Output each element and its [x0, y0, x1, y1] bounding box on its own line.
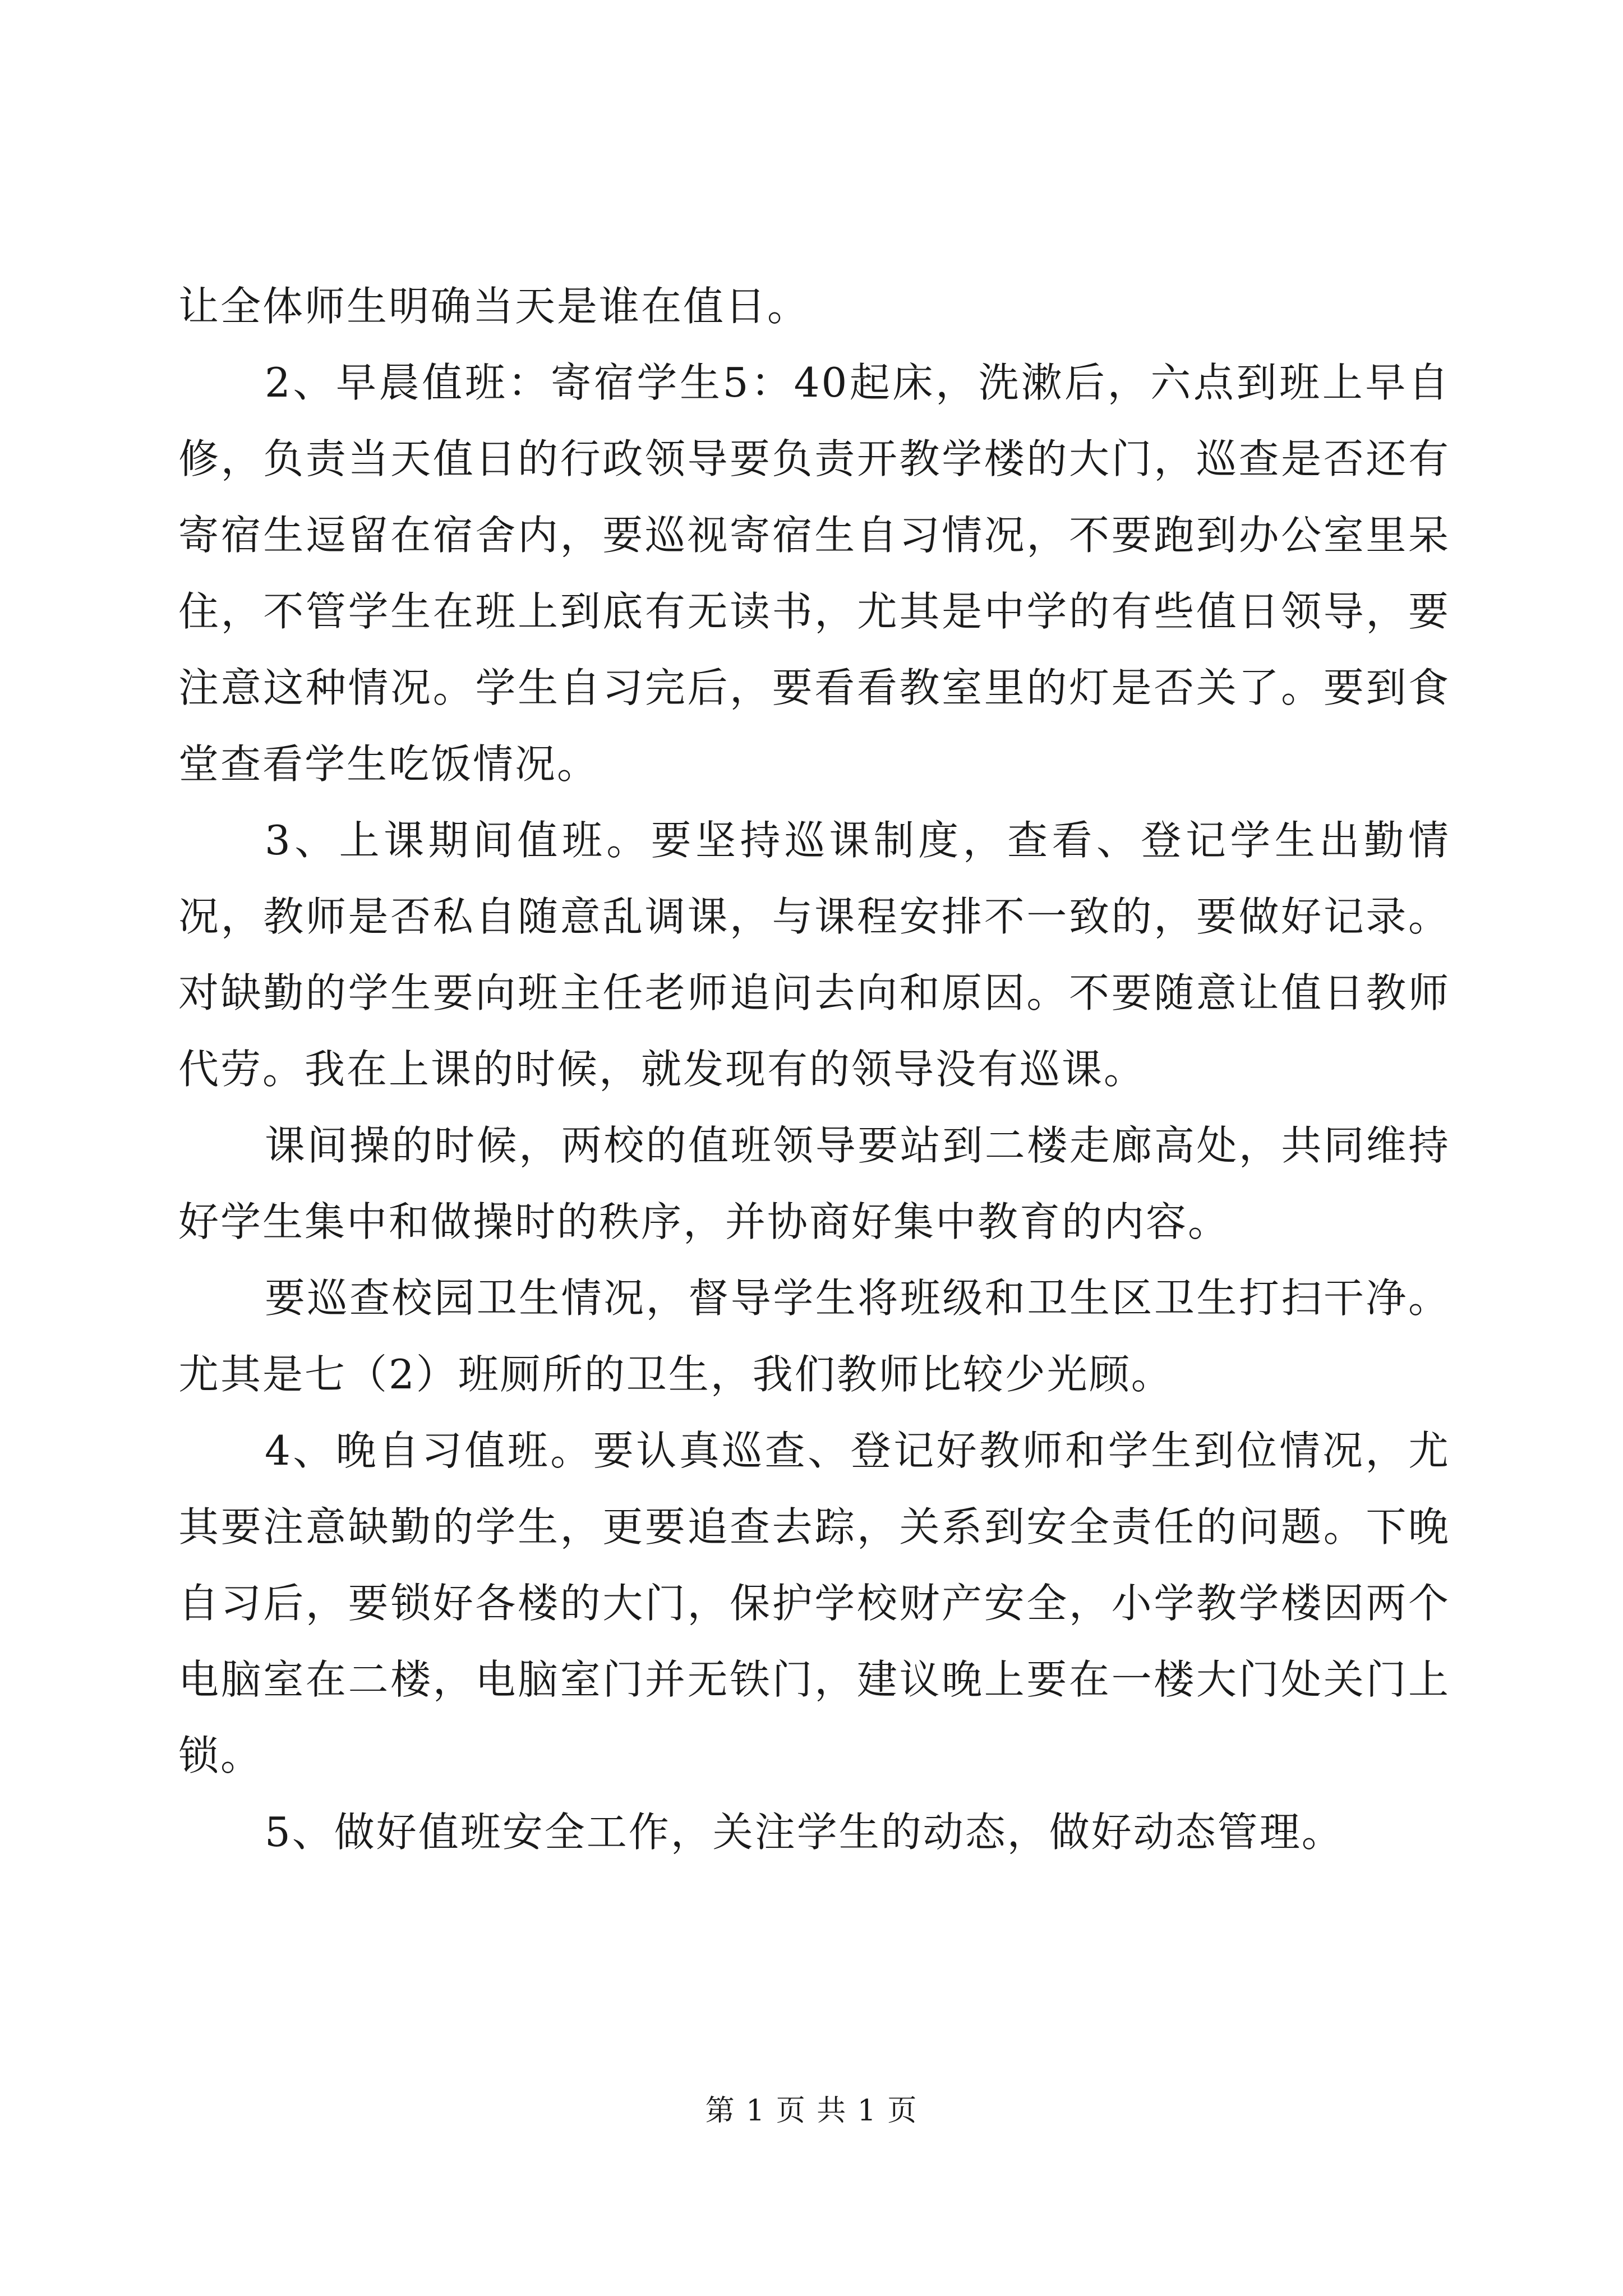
page-number-footer: 第 1 页 共 1 页 [705, 2094, 918, 2128]
paragraph-morning-duty: 2、早晨值班：寄宿学生5：40起床，洗漱后，六点到班上早自修，负责当天值日的行政领导要负责开教学楼的大门，巡查是否还有寄宿生逗留在宿舍内，要巡视寄宿生自习情况，不要跑到办公室里呆住，不管学生在班上到底有无读书，尤其是中学的有些值日领导，要注意这种情况。学生自习完后，要看看教室里的灯是否关了。要到食堂查看学生吃饭情况。 [178, 359, 1450, 788]
paragraph-class-time-duty: 3、上课期间值班。要坚持巡课制度，查看、登记学生出勤情况，教师是否私自随意乱调课，与课程安排不一致的，要做好记录。对缺勤的学生要向班主任老师追问去向和原因。不要随意让值日教师代劳。我在上课的时候，就发现有的领导没有巡课。 [178, 817, 1450, 1093]
paragraph-safety-work: 5、做好值班安全工作，关注学生的动态，做好动态管理。 [265, 1809, 1344, 1856]
document-body [178, 268, 1450, 1870]
paragraph-campus-hygiene: 要巡查校园卫生情况，督导学生将班级和卫生区卫生打扫干净。尤其是七（2）班厕所的卫生，我们教师比较少光顾。 [178, 1274, 1450, 1398]
paragraph-exercise-break: 课间操的时候，两校的值班领导要站到二楼走廊高处，共同维持好学生集中和做操时的秩序，并协商好集中教育的内容。 [178, 1122, 1450, 1245]
paragraph-continuation: 让全体师生明确当天是谁在值日。 [178, 283, 810, 330]
paragraph-evening-study-duty: 4、晚自习值班。要认真巡查、登记好教师和学生到位情况，尤其要注意缺勤的学生，更要追查去踪，关系到安全责任的问题。下晚自习后，要锁好各楼的大门，保护学校财产安全，小学教学楼因两个电脑室在二楼，电脑室门并无铁门，建议晚上要在一楼大门处关门上锁。 [178, 1427, 1450, 1779]
